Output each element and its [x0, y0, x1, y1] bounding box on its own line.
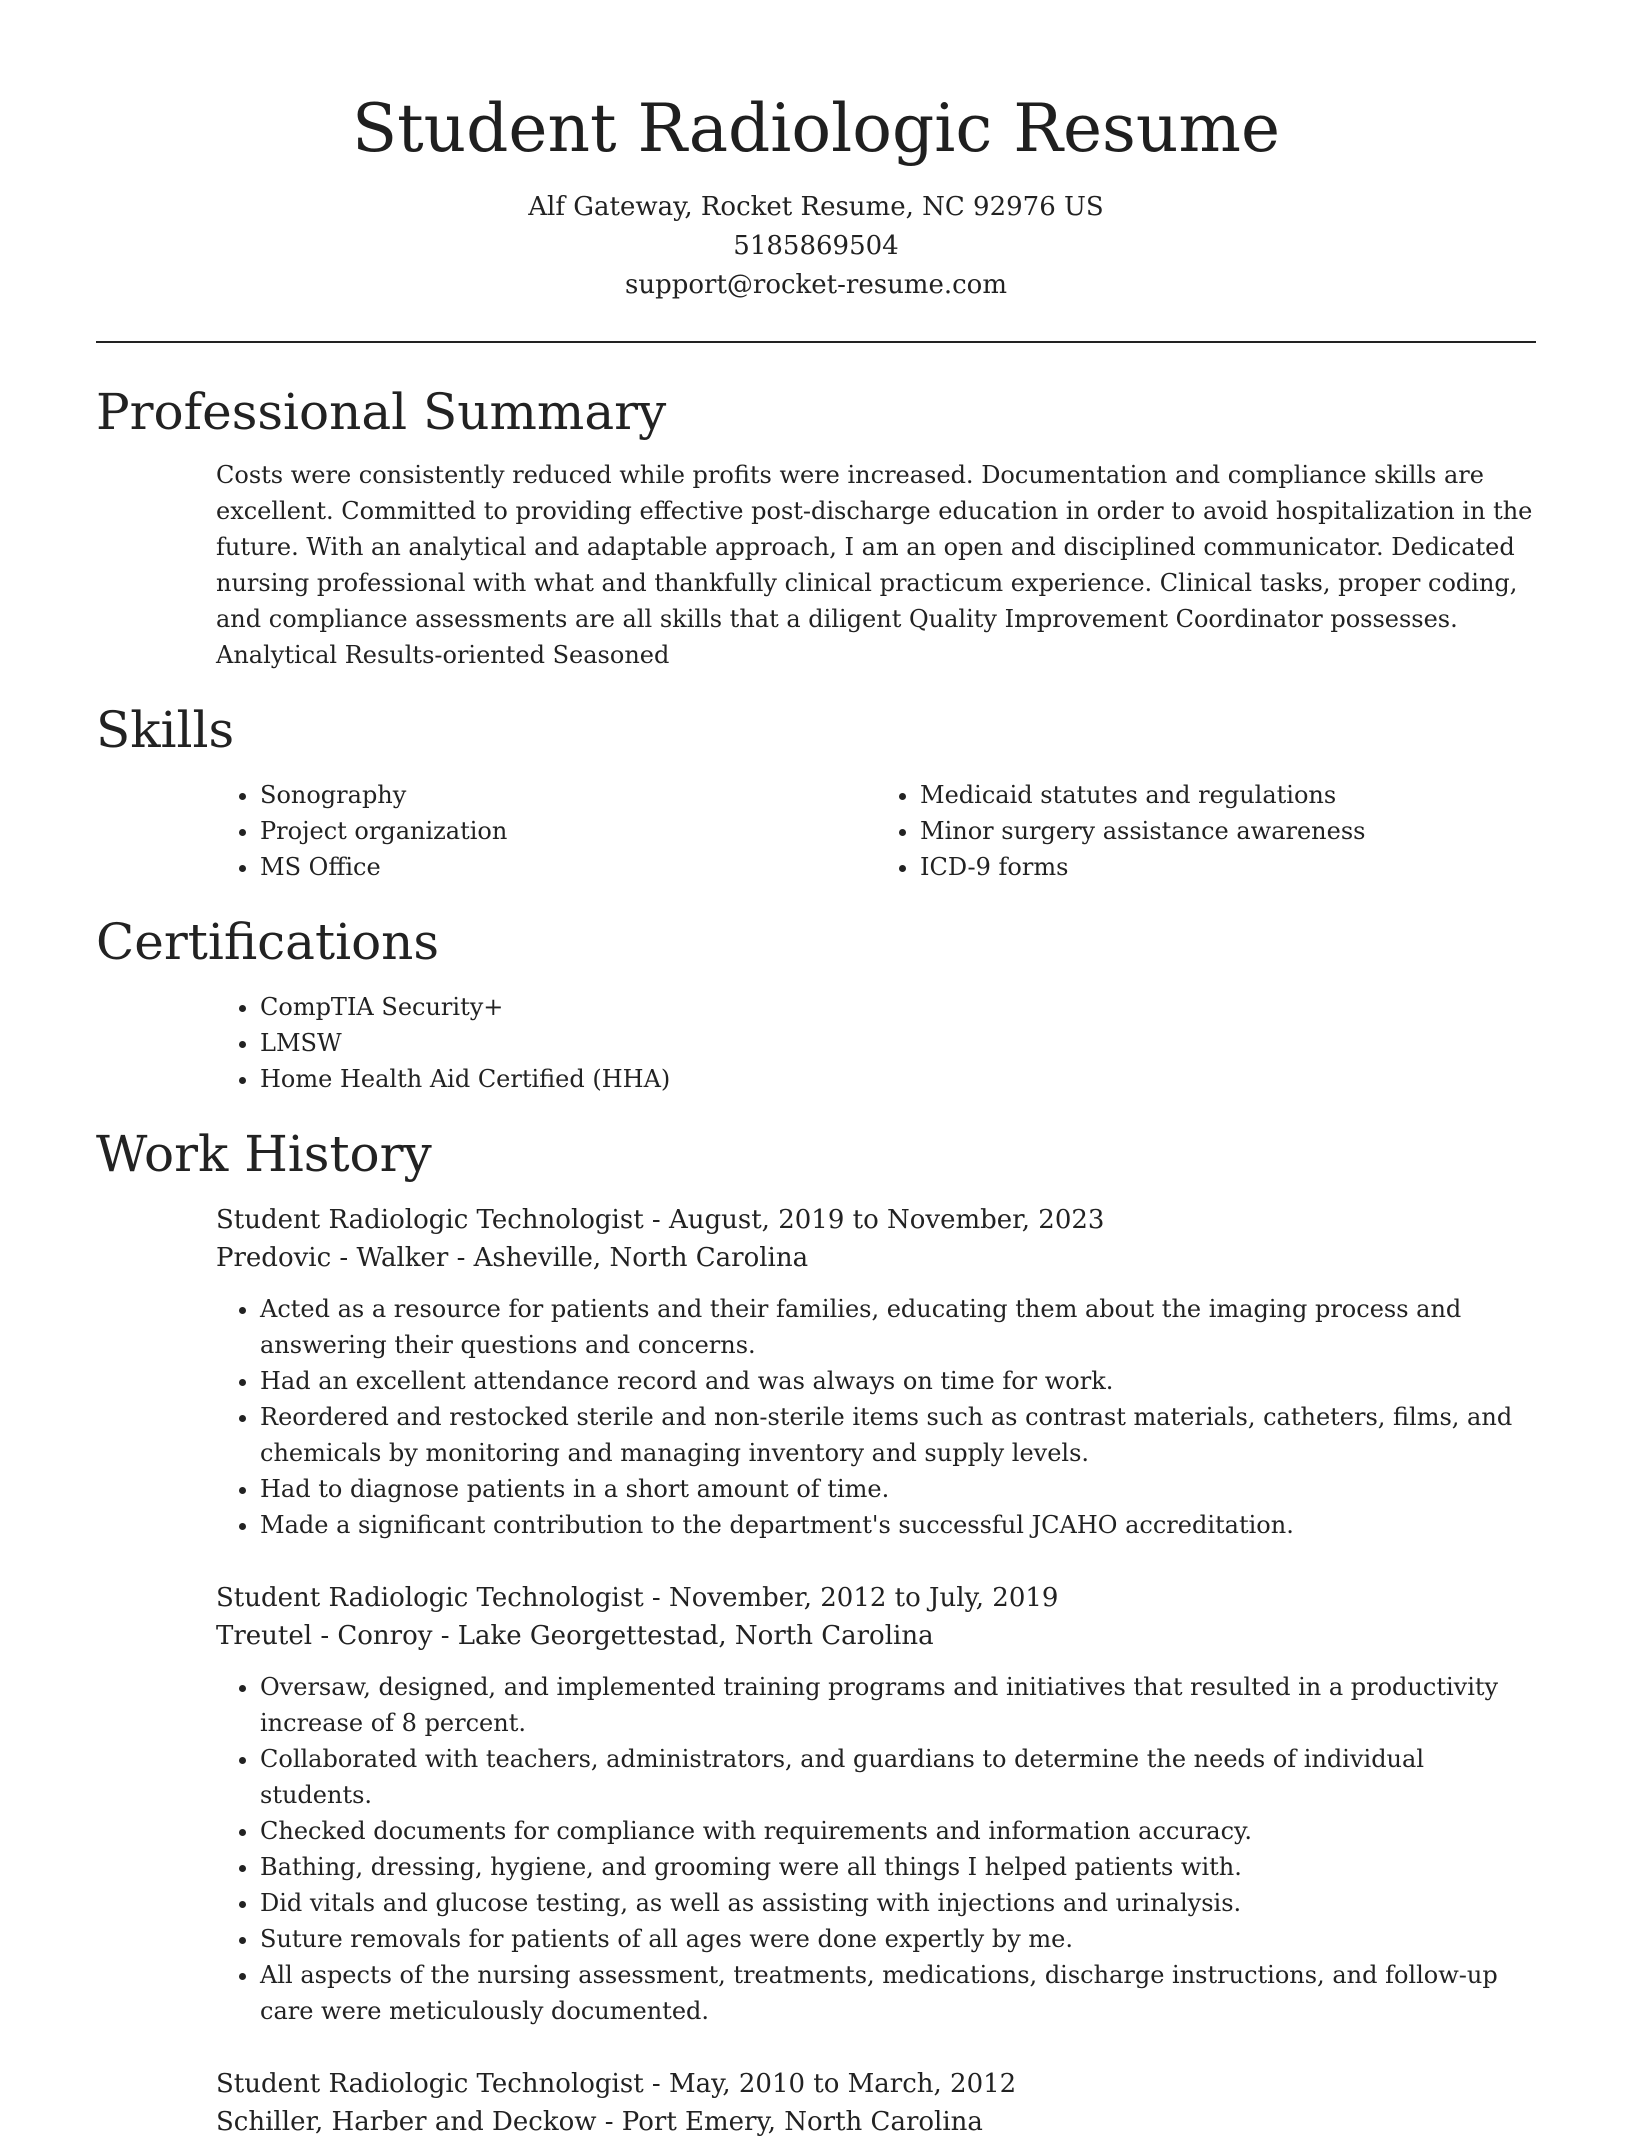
- contact-info: [0, 188, 1632, 305]
- job-employer-line: Treutel - Conroy - Lake Georgettestad, North Carolina: [216, 1621, 934, 1651]
- summary-heading: Professional Summary: [96, 383, 667, 441]
- job-title-line: Student Radiologic Technologist - November, 2012 to July, 2019: [216, 1583, 1059, 1613]
- contact-phone: 5185869504: [733, 231, 899, 261]
- certification-item: • LMSW: [260, 1025, 1536, 1061]
- certification-item: • CompTIA Security+: [260, 989, 1536, 1025]
- duty-item: • Reordered and restocked sterile and non-sterile items such as contrast materials, catheters, films, and chemicals by monitoring and managing inventory and supply levels.: [260, 1399, 1536, 1471]
- work-history-heading: Work History: [96, 1125, 432, 1183]
- header-divider: [96, 341, 1536, 343]
- skill-item: • MS Office: [260, 849, 876, 885]
- resume-header: [0, 0, 1632, 305]
- contact-address: Alf Gateway, Rocket Resume, NC 92976 US: [528, 192, 1104, 222]
- duty-item: • All aspects of the nursing assessment, treatments, medications, discharge instructions, and follow-up care were meticulously documented.: [260, 1957, 1536, 2029]
- skills-list-right: [876, 777, 1536, 885]
- skill-item: • Minor surgery assistance awareness: [920, 813, 1536, 849]
- contact-email: support@rocket-resume.com: [624, 270, 1007, 300]
- job-title-line: Student Radiologic Technologist - May, 2010 to March, 2012: [216, 2069, 1017, 2099]
- duty-item: • Had to diagnose patients in a short amount of time.: [260, 1471, 1536, 1507]
- job-duties-list: [216, 1291, 1536, 1543]
- job-entry: [0, 1579, 1632, 2029]
- skills-heading: Skills: [96, 701, 235, 759]
- skills-columns: [0, 777, 1632, 885]
- summary-text: Costs were consistently reduced while profits were increased. Documentation and compliance skills are excellent. Committed to providing effective post-discharge education in order to avoid hospitalization in the future. With an analytical and adaptable approach, I am an open and disciplined communicator. Dedicated nursing professional with what and thankfully clinical practicum experience. Clinical tasks, proper coding, and compliance assessments are all skills that a diligent Quality Improvement Coordinator possesses. Analytical Results-oriented Seasoned: [216, 461, 1533, 669]
- skill-item: • Sonography: [260, 777, 876, 813]
- skill-item: • Project organization: [260, 813, 876, 849]
- duty-item: • Oversaw, designed, and implemented training programs and initiatives that resulted in a productivity increase of 8 percent.: [260, 1669, 1536, 1741]
- duty-item: • Bathing, dressing, hygiene, and grooming were all things I helped patients with.: [260, 1849, 1536, 1885]
- skill-item: • ICD-9 forms: [920, 849, 1536, 885]
- job-entry: [0, 2065, 1632, 2141]
- duty-item: • Made a significant contribution to the department's successful JCAHO accreditation.: [260, 1507, 1536, 1543]
- summary-section: [0, 379, 1632, 673]
- duty-item: • Suture removals for patients of all ages were done expertly by me.: [260, 1921, 1536, 1957]
- certifications-list: [216, 989, 1536, 1097]
- certifications-body: [0, 989, 1632, 1097]
- duty-item: • Acted as a resource for patients and their families, educating them about the imaging process and answering their questions and concerns.: [260, 1291, 1536, 1363]
- job-employer-line: Predovic - Walker - Asheville, North Carolina: [216, 1243, 809, 1273]
- job-duties-list: [216, 1669, 1536, 2029]
- resume-title: Student Radiologic Resume: [351, 90, 1281, 167]
- duty-item: • Had an excellent attendance record and was always on time for work.: [260, 1363, 1536, 1399]
- skill-item: • Medicaid statutes and regulations: [920, 777, 1536, 813]
- certifications-section: [0, 909, 1632, 1097]
- skills-section: [0, 697, 1632, 885]
- job-title-line: Student Radiologic Technologist - August, 2019 to November, 2023: [216, 1205, 1105, 1235]
- duty-item: • Checked documents for compliance with requirements and information accuracy.: [260, 1813, 1536, 1849]
- work-history-section: [0, 1121, 1632, 2141]
- duty-item: • Did vitals and glucose testing, as well as assisting with injections and urinalysis.: [260, 1885, 1536, 1921]
- skills-list-left: [216, 777, 876, 885]
- job-entry: [0, 1201, 1632, 1543]
- duty-item: • Collaborated with teachers, administrators, and guardians to determine the needs of individual students.: [260, 1741, 1536, 1813]
- certification-item: • Home Health Aid Certified (HHA): [260, 1061, 1536, 1097]
- certifications-heading: Certifications: [96, 913, 440, 971]
- job-employer-line: Schiller, Harber and Deckow - Port Emery, North Carolina: [216, 2107, 983, 2137]
